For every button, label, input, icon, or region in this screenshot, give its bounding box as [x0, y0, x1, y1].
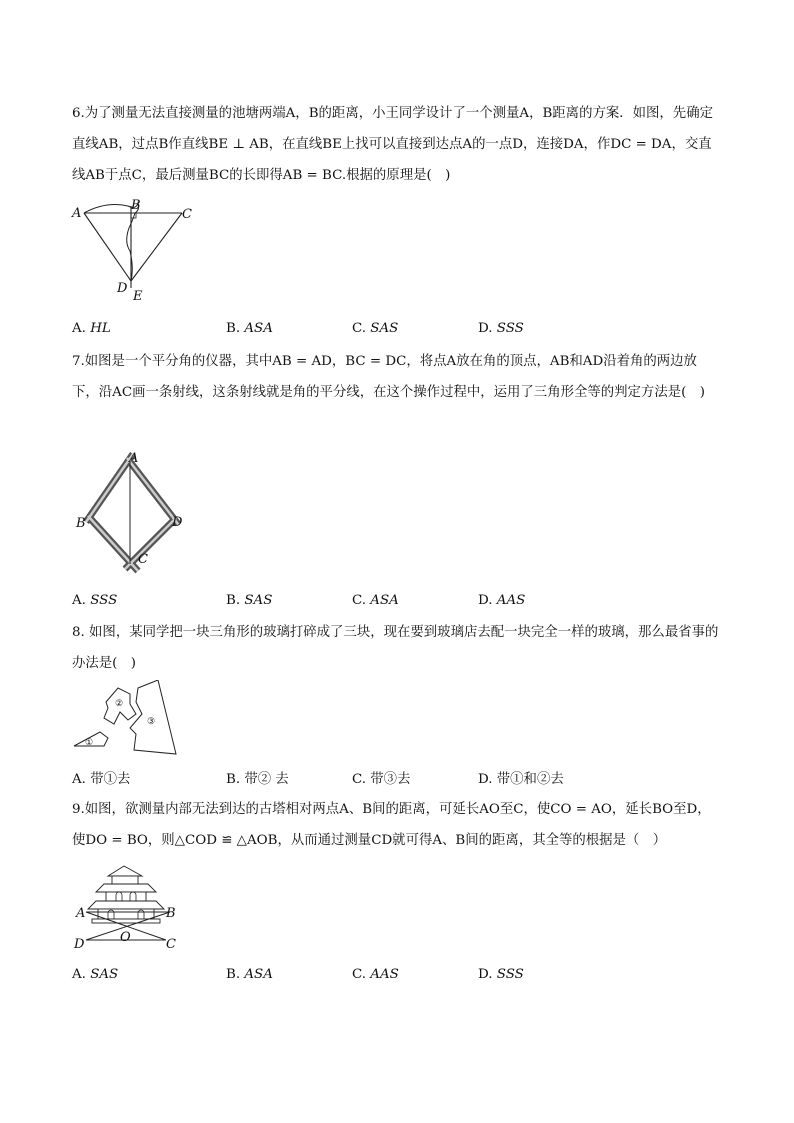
fig6-label-c: C: [182, 207, 192, 222]
option-d[interactable]: D. 带①和②去: [478, 772, 564, 787]
fig9-label-o: O: [120, 930, 131, 945]
option-a[interactable]: A. SAS: [72, 967, 119, 982]
question-6-figure: [70, 198, 200, 304]
question-9-stem: 9.如图，欲测量内部无法到达的古塔相对两点A、B间的距离，可延长AO至C，使CO = AO，延长BO至D，使DO = BO，则△COD ≌ △AOB，从而通过测量CD就可得A、B间的距离，其全等的根据是（ ）: [72, 802, 711, 848]
question-9-figure: [72, 862, 182, 952]
question-6-options: [72, 321, 722, 341]
option-d[interactable]: D. AAS: [478, 593, 526, 608]
question-8-options: [72, 768, 722, 788]
question-7-figure: [72, 448, 192, 578]
fig9-label-b: B: [166, 906, 176, 921]
question-7-stem: 7.如图是一个平分角的仪器，其中AB = AD，BC = DC，将点A放在角的顶点，AB和AD沿着角的两边放下，沿AC画一条射线，这条射线就是角的平分线，在这个操作过程中，运用了三角形全等的判定方法是( ): [72, 354, 705, 400]
fig6-label-e: E: [133, 289, 143, 304]
option-c[interactable]: C. 带③去: [352, 772, 411, 787]
option-b[interactable]: B. ASA: [226, 967, 273, 982]
question-8-figure: [72, 680, 182, 760]
fig6-label-b: B: [131, 198, 141, 213]
option-c[interactable]: C. AAS: [352, 967, 399, 982]
fig9-label-d: D: [74, 937, 85, 952]
option-d[interactable]: D. SSS: [478, 967, 524, 982]
option-a[interactable]: A. 带①去: [72, 772, 131, 787]
option-b[interactable]: B. ASA: [226, 321, 273, 336]
option-c[interactable]: C. ASA: [352, 593, 399, 608]
fig8-piece-3-label: ③: [147, 717, 156, 727]
fig8-piece-2-label: ②: [115, 699, 124, 709]
question-8-stem: 8. 如图，某同学把一块三角形的玻璃打碎成了三块，现在要到玻璃店去配一块完全一样的玻璃，那么最省事的办法是( ): [72, 625, 719, 671]
fig6-label-a: A: [72, 206, 82, 221]
fig9-label-a: A: [76, 906, 86, 921]
fig7-label-d: D: [172, 515, 183, 530]
option-a[interactable]: A. SSS: [72, 593, 118, 608]
fig7-label-a: A: [129, 451, 139, 466]
question-6-stem: 6.为了测量无法直接测量的池塘两端A，B的距离，小王同学设计了一个测量A，B距离的方案．如图，先确定直线AB，过点B作直线BE ⊥ AB，在直线BE上找可以直接到达点A的一点D，连接DA，作DC = DA，交直线AB于点C，最后测量BC的长即得AB = BC.根据的原理是( ): [72, 106, 713, 183]
fig9-label-c: C: [166, 937, 176, 952]
fig8-piece-1-label: ①: [85, 738, 94, 748]
option-c[interactable]: C. SAS: [352, 321, 399, 336]
question-7-options: [72, 593, 722, 613]
fig7-label-c: C: [138, 552, 148, 567]
question-9-options: [72, 967, 722, 987]
fig7-label-b: B: [76, 516, 86, 531]
option-b[interactable]: B. 带② 去: [226, 772, 289, 787]
fig6-label-d: D: [117, 281, 128, 296]
option-d[interactable]: D. SSS: [478, 321, 524, 336]
option-a[interactable]: A. HL: [72, 321, 111, 336]
option-b[interactable]: B. SAS: [226, 593, 273, 608]
